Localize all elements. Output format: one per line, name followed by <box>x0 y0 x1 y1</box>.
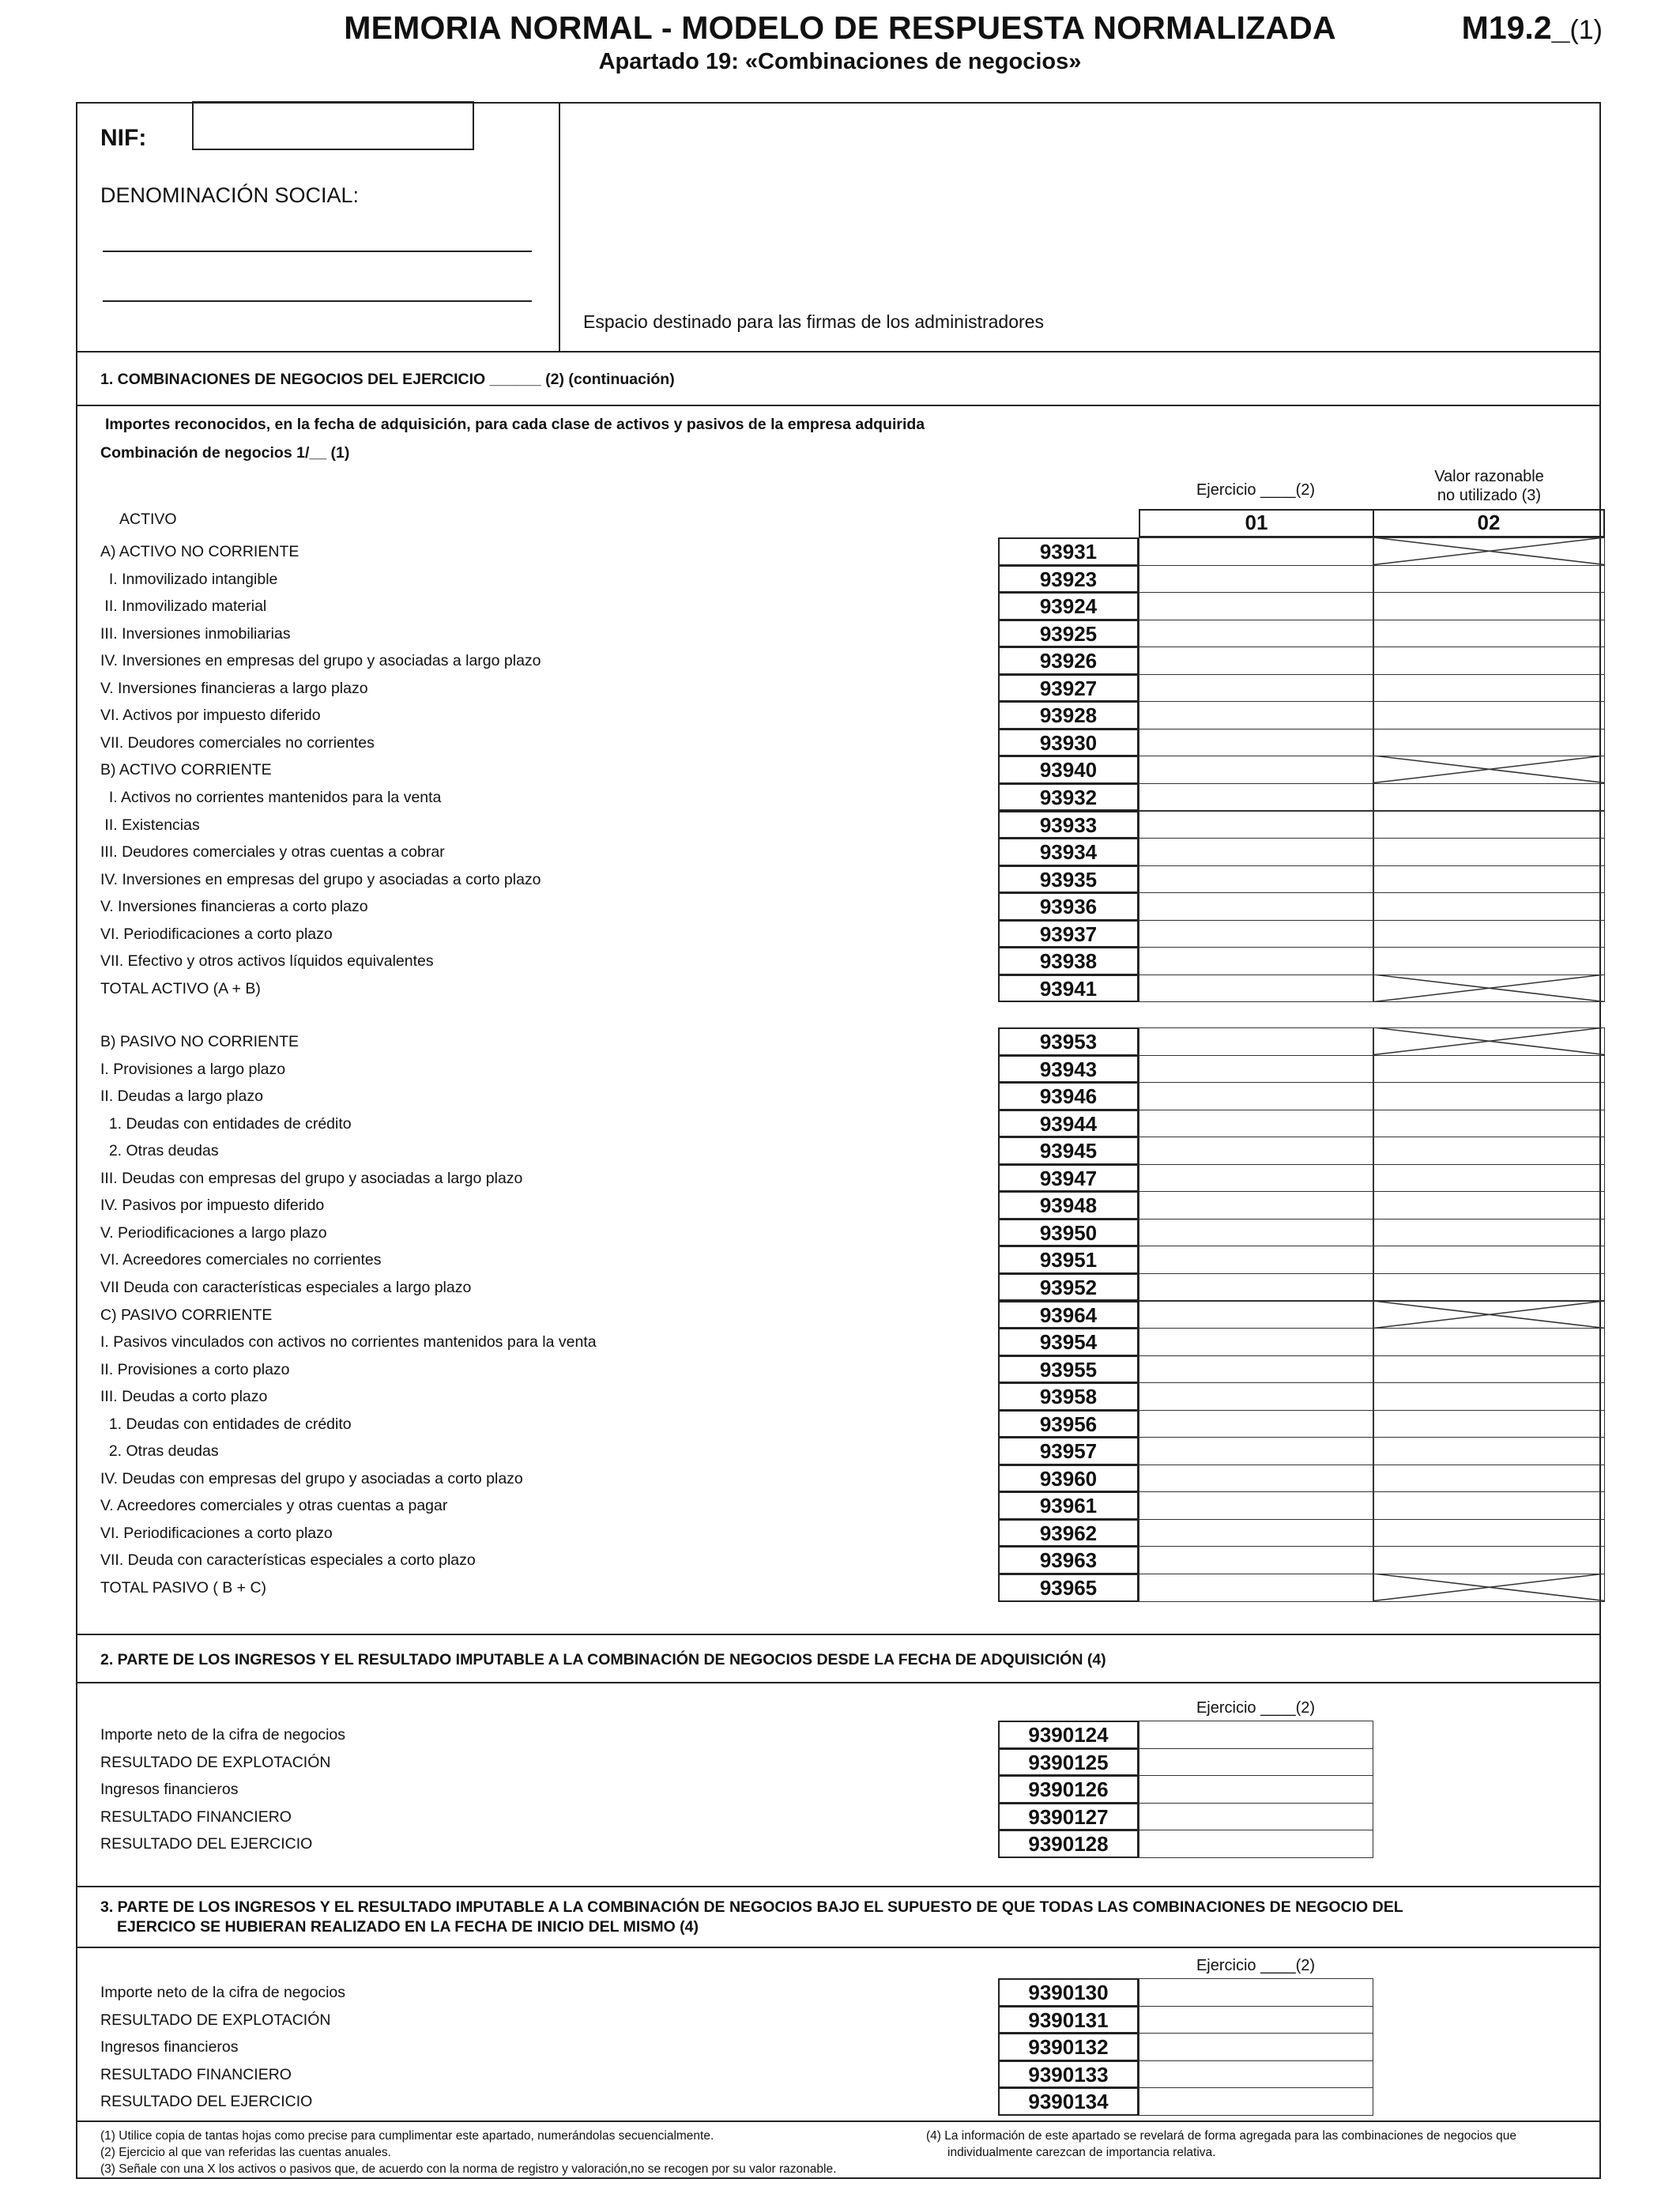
col1-header: Ejercicio ____(2) <box>1196 481 1316 499</box>
value-input-ejercicio[interactable] <box>1139 1301 1373 1329</box>
value-input-ejercicio[interactable] <box>1139 537 1373 566</box>
row-label: VI. Periodificaciones a corto plazo <box>100 1524 333 1542</box>
row-label: 1. Deudas con entidades de crédito <box>100 1415 352 1433</box>
row-label: C) PASIVO CORRIENTE <box>100 1306 273 1324</box>
row-label: RESULTADO DE EXPLOTACIÓN <box>100 2011 331 2029</box>
value-input-ejercicio[interactable] <box>1139 620 1373 648</box>
section3-title-line2: EJERCICO SE HUBIERAN REALIZADO EN LA FECHA DE INICIO DEL MISMO (4) <box>117 1918 699 1936</box>
row-label: V. Inversiones financieras a largo plazo <box>100 679 368 697</box>
row-code: 93951 <box>998 1246 1139 1274</box>
value-input-razonable[interactable] <box>1373 1273 1605 1302</box>
row-label: III. Deudas con empresas del grupo y asociadas a largo plazo <box>100 1169 523 1187</box>
row-code: 93952 <box>998 1273 1139 1302</box>
cross-mark <box>1373 1027 1605 1055</box>
row-code: 9390134 <box>998 2087 1139 2116</box>
value-input-ejercicio[interactable] <box>1139 701 1373 729</box>
section1-title: 1. COMBINACIONES DE NEGOCIOS DEL EJERCICIO ______ (2) (continuación) <box>100 371 675 388</box>
value-input-ejercicio[interactable] <box>1139 1328 1373 1356</box>
denominacion-line-1[interactable] <box>103 251 532 252</box>
row-code: 93928 <box>998 701 1139 729</box>
value-input-ejercicio[interactable] <box>1139 1574 1373 1602</box>
value-input-razonable[interactable] <box>1373 620 1605 648</box>
row-code: 9390125 <box>998 1748 1139 1777</box>
row-code: 93941 <box>998 974 1139 1003</box>
activo-label: ACTIVO <box>119 511 177 528</box>
value-input-ejercicio[interactable] <box>1139 1027 1373 1056</box>
value-input-razonable[interactable] <box>1373 1437 1605 1465</box>
row-label: II. Existencias <box>100 816 200 834</box>
nif-input[interactable] <box>192 101 474 150</box>
row-code: 93923 <box>998 565 1139 594</box>
value-input-razonable[interactable] <box>1373 811 1605 839</box>
value-input-ejercicio[interactable] <box>1139 1219 1373 1247</box>
row-label: Importe neto de la cifra de negocios <box>100 1726 346 1744</box>
row-code: 93957 <box>998 1437 1139 1465</box>
value-input-ejercicio[interactable] <box>1139 729 1373 757</box>
row-label: II. Provisiones a corto plazo <box>100 1360 290 1378</box>
value-input-razonable[interactable] <box>1373 920 1605 948</box>
col2-header <box>1373 467 1605 505</box>
value-input-razonable[interactable] <box>1373 892 1605 921</box>
row-code: 93961 <box>998 1491 1139 1520</box>
section3-col-header: Ejercicio ____(2) <box>1196 1957 1316 1974</box>
footnote-3: (3) Señale con una X los activos o pasivos que, de acuerdo con la norma de registro y valoración,no se recogen por su valor razonable. <box>100 2162 837 2176</box>
section1-subtitle: Importes reconocidos, en la fecha de adquisición, para cada clase de activos y pasivos de la empresa adquirida <box>105 416 925 433</box>
footnote-2: (2) Ejercicio al que van referidas las cuentas anuales. <box>100 2146 391 2159</box>
value-input-razonable[interactable] <box>1373 838 1605 866</box>
row-code: 93958 <box>998 1382 1139 1411</box>
footnotes-left <box>100 2128 836 2177</box>
row-code: 93932 <box>998 783 1139 812</box>
row-label: 2. Otras deudas <box>100 1442 219 1461</box>
form-code-text: M19.2_ <box>1461 9 1570 46</box>
value-input-ejercicio[interactable] <box>1139 811 1373 839</box>
firmas-label: Espacio destinado para las firmas de los administradores <box>583 311 1044 332</box>
separator-s1-title <box>76 405 1601 406</box>
row-code: 93955 <box>998 1355 1139 1384</box>
row-code: 93943 <box>998 1055 1139 1084</box>
value-input-ejercicio[interactable] <box>1139 756 1373 784</box>
value-cell-crossed <box>1373 1574 1605 1602</box>
row-code: 9390133 <box>998 2060 1139 2089</box>
value-input-ejercicio[interactable] <box>1139 2033 1373 2061</box>
row-code: 9390128 <box>998 1830 1139 1858</box>
value-input-ejercicio[interactable] <box>1139 2006 1373 2034</box>
value-input-ejercicio[interactable] <box>1139 974 1373 1003</box>
value-input-ejercicio[interactable] <box>1139 592 1373 620</box>
row-code: 93925 <box>998 620 1139 648</box>
row-code: 93930 <box>998 729 1139 757</box>
row-code: 93944 <box>998 1110 1139 1138</box>
cross-mark <box>1373 537 1605 565</box>
value-input-razonable[interactable] <box>1373 1164 1605 1193</box>
col2-header-line2: no utilizado (3) <box>1437 487 1542 504</box>
section3-title-line1: 3. PARTE DE LOS INGRESOS Y EL RESULTADO IMPUTABLE A LA COMBINACIÓN DE NEGOCIOS BAJO EL SUPUESTO DE QUE TODAS LAS COMBINACIONES DE NEGOCIO DEL <box>100 1898 1403 1916</box>
value-input-ejercicio[interactable] <box>1139 1246 1373 1274</box>
value-input-ejercicio[interactable] <box>1139 2060 1373 2089</box>
footnotes-right <box>926 2128 1516 2161</box>
row-label: B) PASIVO NO CORRIENTE <box>100 1033 299 1050</box>
cross-mark <box>1373 974 1605 1002</box>
row-label: V. Periodificaciones a largo plazo <box>100 1223 327 1242</box>
value-input-razonable[interactable] <box>1373 1546 1605 1574</box>
row-label: III. Inversiones inmobiliarias <box>100 624 291 643</box>
value-input-ejercicio[interactable] <box>1139 1382 1373 1411</box>
row-code: 93950 <box>998 1219 1139 1247</box>
section1-combination: Combinación de negocios 1/__ (1) <box>100 444 350 462</box>
value-input-ejercicio[interactable] <box>1139 838 1373 866</box>
value-input-razonable[interactable] <box>1373 1355 1605 1384</box>
nif-label: NIF: <box>100 125 147 151</box>
form-code-suffix: (1) <box>1569 15 1603 45</box>
row-label: Ingresos financieros <box>100 1781 239 1799</box>
row-label: V. Inversiones financieras a corto plazo <box>100 898 368 916</box>
form-code <box>1462 9 1603 47</box>
value-input-ejercicio[interactable] <box>1139 565 1373 594</box>
cross-mark <box>1373 1301 1605 1329</box>
value-input-razonable[interactable] <box>1373 592 1605 620</box>
value-input-ejercicio[interactable] <box>1139 1082 1373 1110</box>
row-label: V. Acreedores comerciales y otras cuentas a pagar <box>100 1497 448 1515</box>
value-input-ejercicio[interactable] <box>1139 1465 1373 1493</box>
row-code: 9390127 <box>998 1803 1139 1831</box>
row-code: 9390130 <box>998 1978 1139 2007</box>
row-code: 9390132 <box>998 2033 1139 2061</box>
value-input-razonable[interactable] <box>1373 1246 1605 1274</box>
value-input-ejercicio[interactable] <box>1139 674 1373 703</box>
footnote-1: (1) Utilice copia de tantas hojas como precise para cumplimentar este apartado, numerándolas secuencialmente. <box>100 2129 714 2143</box>
row-label: RESULTADO FINANCIERO <box>100 1808 292 1826</box>
value-cell-crossed <box>1373 974 1605 1003</box>
row-code: 93945 <box>998 1137 1139 1165</box>
row-label: II. Deudas a largo plazo <box>100 1088 263 1106</box>
value-input-ejercicio[interactable] <box>1139 1137 1373 1165</box>
row-code: 93956 <box>998 1410 1139 1438</box>
value-input-ejercicio[interactable] <box>1139 1273 1373 1302</box>
row-label: 2. Otras deudas <box>100 1142 219 1160</box>
value-input-ejercicio[interactable] <box>1139 1164 1373 1193</box>
page-subtitle: Apartado 19: «Combinaciones de negocios» <box>598 49 1082 74</box>
col2-header-line1: Valor razonable <box>1434 468 1544 485</box>
value-input-ejercicio[interactable] <box>1139 1519 1373 1547</box>
page-title: MEMORIA NORMAL - MODELO DE RESPUESTA NORMALIZADA <box>344 9 1336 46</box>
row-label: I. Provisiones a largo plazo <box>100 1060 286 1078</box>
row-label: RESULTADO DE EXPLOTACIÓN <box>100 1753 331 1771</box>
separator-s2-top <box>76 1634 1601 1635</box>
row-code: 93962 <box>998 1519 1139 1547</box>
value-input-ejercicio[interactable] <box>1139 647 1373 675</box>
value-cell-crossed <box>1373 537 1605 566</box>
value-input-razonable[interactable] <box>1373 1465 1605 1493</box>
row-code: 93934 <box>998 838 1139 866</box>
value-input-razonable[interactable] <box>1373 1328 1605 1356</box>
row-label: 1. Deudas con entidades de crédito <box>100 1114 352 1133</box>
row-label: I. Inmovilizado intangible <box>100 570 278 588</box>
footnote-4-line2: individualmente carezcan de importancia relativa. <box>947 2146 1216 2159</box>
row-code: 9390131 <box>998 2006 1139 2034</box>
row-label: VII. Efectivo y otros activos líquidos equivalentes <box>100 952 434 971</box>
row-label: TOTAL PASIVO ( B + C) <box>100 1579 267 1596</box>
value-input-ejercicio[interactable] <box>1139 1748 1373 1777</box>
row-label: VII. Deudores comerciales no corrientes <box>100 733 375 752</box>
row-code: 93946 <box>998 1082 1139 1110</box>
row-code: 93933 <box>998 811 1139 839</box>
row-label: RESULTADO FINANCIERO <box>100 2065 292 2083</box>
value-input-razonable[interactable] <box>1373 1110 1605 1138</box>
value-input-ejercicio[interactable] <box>1139 783 1373 812</box>
value-input-ejercicio[interactable] <box>1139 1355 1373 1384</box>
value-input-ejercicio[interactable] <box>1139 1191 1373 1220</box>
row-code: 93953 <box>998 1027 1139 1056</box>
value-cell-crossed <box>1373 1027 1605 1056</box>
row-code: 93938 <box>998 947 1139 975</box>
value-input-razonable[interactable] <box>1373 1491 1605 1520</box>
value-input-razonable[interactable] <box>1373 783 1605 812</box>
footnote-4-line1: (4) La información de este apartado se revelará de forma agregada para las combinaciones de negocios que <box>926 2129 1517 2143</box>
value-input-razonable[interactable] <box>1373 1382 1605 1411</box>
row-label: IV. Deudas con empresas del grupo y asociadas a corto plazo <box>100 1469 523 1487</box>
row-label: VI. Periodificaciones a corto plazo <box>100 925 333 943</box>
row-code: 93963 <box>998 1546 1139 1574</box>
row-code: 9390126 <box>998 1775 1139 1804</box>
value-input-ejercicio[interactable] <box>1139 920 1373 948</box>
row-label: RESULTADO DEL EJERCICIO <box>100 2093 313 2111</box>
row-code: 93936 <box>998 892 1139 921</box>
row-label: III. Deudas a corto plazo <box>100 1388 268 1406</box>
value-input-razonable[interactable] <box>1373 1519 1605 1547</box>
section2-col-header: Ejercicio ____(2) <box>1196 1699 1316 1717</box>
value-input-razonable[interactable] <box>1373 1191 1605 1220</box>
row-label: I. Pasivos vinculados con activos no corrientes mantenidos para la venta <box>100 1333 597 1351</box>
section2-title: 2. PARTE DE LOS INGRESOS Y EL RESULTADO IMPUTABLE A LA COMBINACIÓN DE NEGOCIOS DESDE LA FECHA DE ADQUISICIÓN (4) <box>100 1651 1106 1668</box>
value-input-ejercicio[interactable] <box>1139 1491 1373 1520</box>
value-input-ejercicio[interactable] <box>1139 1978 1373 2007</box>
value-input-ejercicio[interactable] <box>1139 1775 1373 1804</box>
col2-number: 02 <box>1373 509 1605 537</box>
row-label: TOTAL ACTIVO (A + B) <box>100 979 261 997</box>
row-code: 93926 <box>998 647 1139 675</box>
value-input-ejercicio[interactable] <box>1139 1830 1373 1858</box>
row-code: 93947 <box>998 1164 1139 1193</box>
row-code: 93940 <box>998 756 1139 784</box>
row-code: 93924 <box>998 592 1139 620</box>
value-input-razonable[interactable] <box>1373 1137 1605 1165</box>
row-label: Ingresos financieros <box>100 2038 239 2056</box>
value-input-ejercicio[interactable] <box>1139 1803 1373 1831</box>
separator-s3-top <box>76 1886 1601 1887</box>
value-input-razonable[interactable] <box>1373 674 1605 703</box>
denominacion-label: DENOMINACIÓN SOCIAL: <box>100 183 360 207</box>
value-input-razonable[interactable] <box>1373 1055 1605 1084</box>
value-input-razonable[interactable] <box>1373 865 1605 894</box>
row-label: VI. Acreedores comerciales no corrientes <box>100 1251 382 1269</box>
value-input-ejercicio[interactable] <box>1139 1110 1373 1138</box>
separator-notes <box>76 2120 1601 2122</box>
row-label: A) ACTIVO NO CORRIENTE <box>100 543 299 560</box>
value-input-razonable[interactable] <box>1373 1219 1605 1247</box>
row-label: IV. Pasivos por impuesto diferido <box>100 1197 325 1215</box>
cross-mark <box>1373 756 1605 783</box>
value-input-ejercicio[interactable] <box>1139 892 1373 921</box>
value-cell-crossed <box>1373 1301 1605 1329</box>
row-label: B) ACTIVO CORRIENTE <box>100 761 272 779</box>
row-label: VI. Activos por impuesto diferido <box>100 707 321 725</box>
row-label: VII. Deuda con características especiales a corto plazo <box>100 1551 476 1570</box>
col1-number: 01 <box>1139 509 1374 537</box>
row-code: 93965 <box>998 1574 1139 1602</box>
row-label: I. Activos no corrientes mantenidos para la venta <box>100 788 442 806</box>
separator-s3-title <box>76 1947 1601 1948</box>
row-code: 93954 <box>998 1328 1139 1356</box>
row-label: RESULTADO DEL EJERCICIO <box>100 1835 313 1853</box>
value-input-razonable[interactable] <box>1373 565 1605 594</box>
id-divider <box>559 102 560 352</box>
separator-s2-title <box>76 1682 1601 1683</box>
value-input-razonable[interactable] <box>1373 729 1605 757</box>
row-label: III. Deudores comerciales y otras cuentas a cobrar <box>100 843 445 861</box>
value-input-razonable[interactable] <box>1373 1082 1605 1110</box>
row-label: IV. Inversiones en empresas del grupo y asociadas a corto plazo <box>100 870 541 888</box>
row-code: 93960 <box>998 1465 1139 1493</box>
row-label: II. Inmovilizado material <box>100 598 267 616</box>
cross-mark <box>1373 1574 1605 1601</box>
value-input-ejercicio[interactable] <box>1139 2087 1373 2116</box>
value-input-ejercicio[interactable] <box>1139 1410 1373 1438</box>
value-cell-crossed <box>1373 756 1605 784</box>
row-label: Importe neto de la cifra de negocios <box>100 1984 346 2001</box>
separator-id <box>76 351 1601 352</box>
value-input-ejercicio[interactable] <box>1139 1055 1373 1084</box>
row-label: IV. Inversiones en empresas del grupo y asociadas a largo plazo <box>100 652 541 670</box>
row-code: 9390124 <box>998 1721 1139 1749</box>
row-code: 93935 <box>998 865 1139 894</box>
value-input-razonable[interactable] <box>1373 1410 1605 1438</box>
value-input-ejercicio[interactable] <box>1139 1546 1373 1574</box>
value-input-razonable[interactable] <box>1373 701 1605 729</box>
row-label: VII Deuda con características especiales a largo plazo <box>100 1278 472 1296</box>
row-code: 93937 <box>998 920 1139 948</box>
value-input-ejercicio[interactable] <box>1139 947 1373 975</box>
row-code: 93931 <box>998 537 1139 566</box>
row-code: 93948 <box>998 1191 1139 1220</box>
value-input-razonable[interactable] <box>1373 947 1605 975</box>
value-input-ejercicio[interactable] <box>1139 1437 1373 1465</box>
value-input-ejercicio[interactable] <box>1139 865 1373 894</box>
value-input-ejercicio[interactable] <box>1139 1721 1373 1749</box>
denominacion-line-2[interactable] <box>103 300 532 302</box>
row-code: 93927 <box>998 674 1139 703</box>
value-input-razonable[interactable] <box>1373 647 1605 675</box>
row-code: 93964 <box>998 1301 1139 1329</box>
